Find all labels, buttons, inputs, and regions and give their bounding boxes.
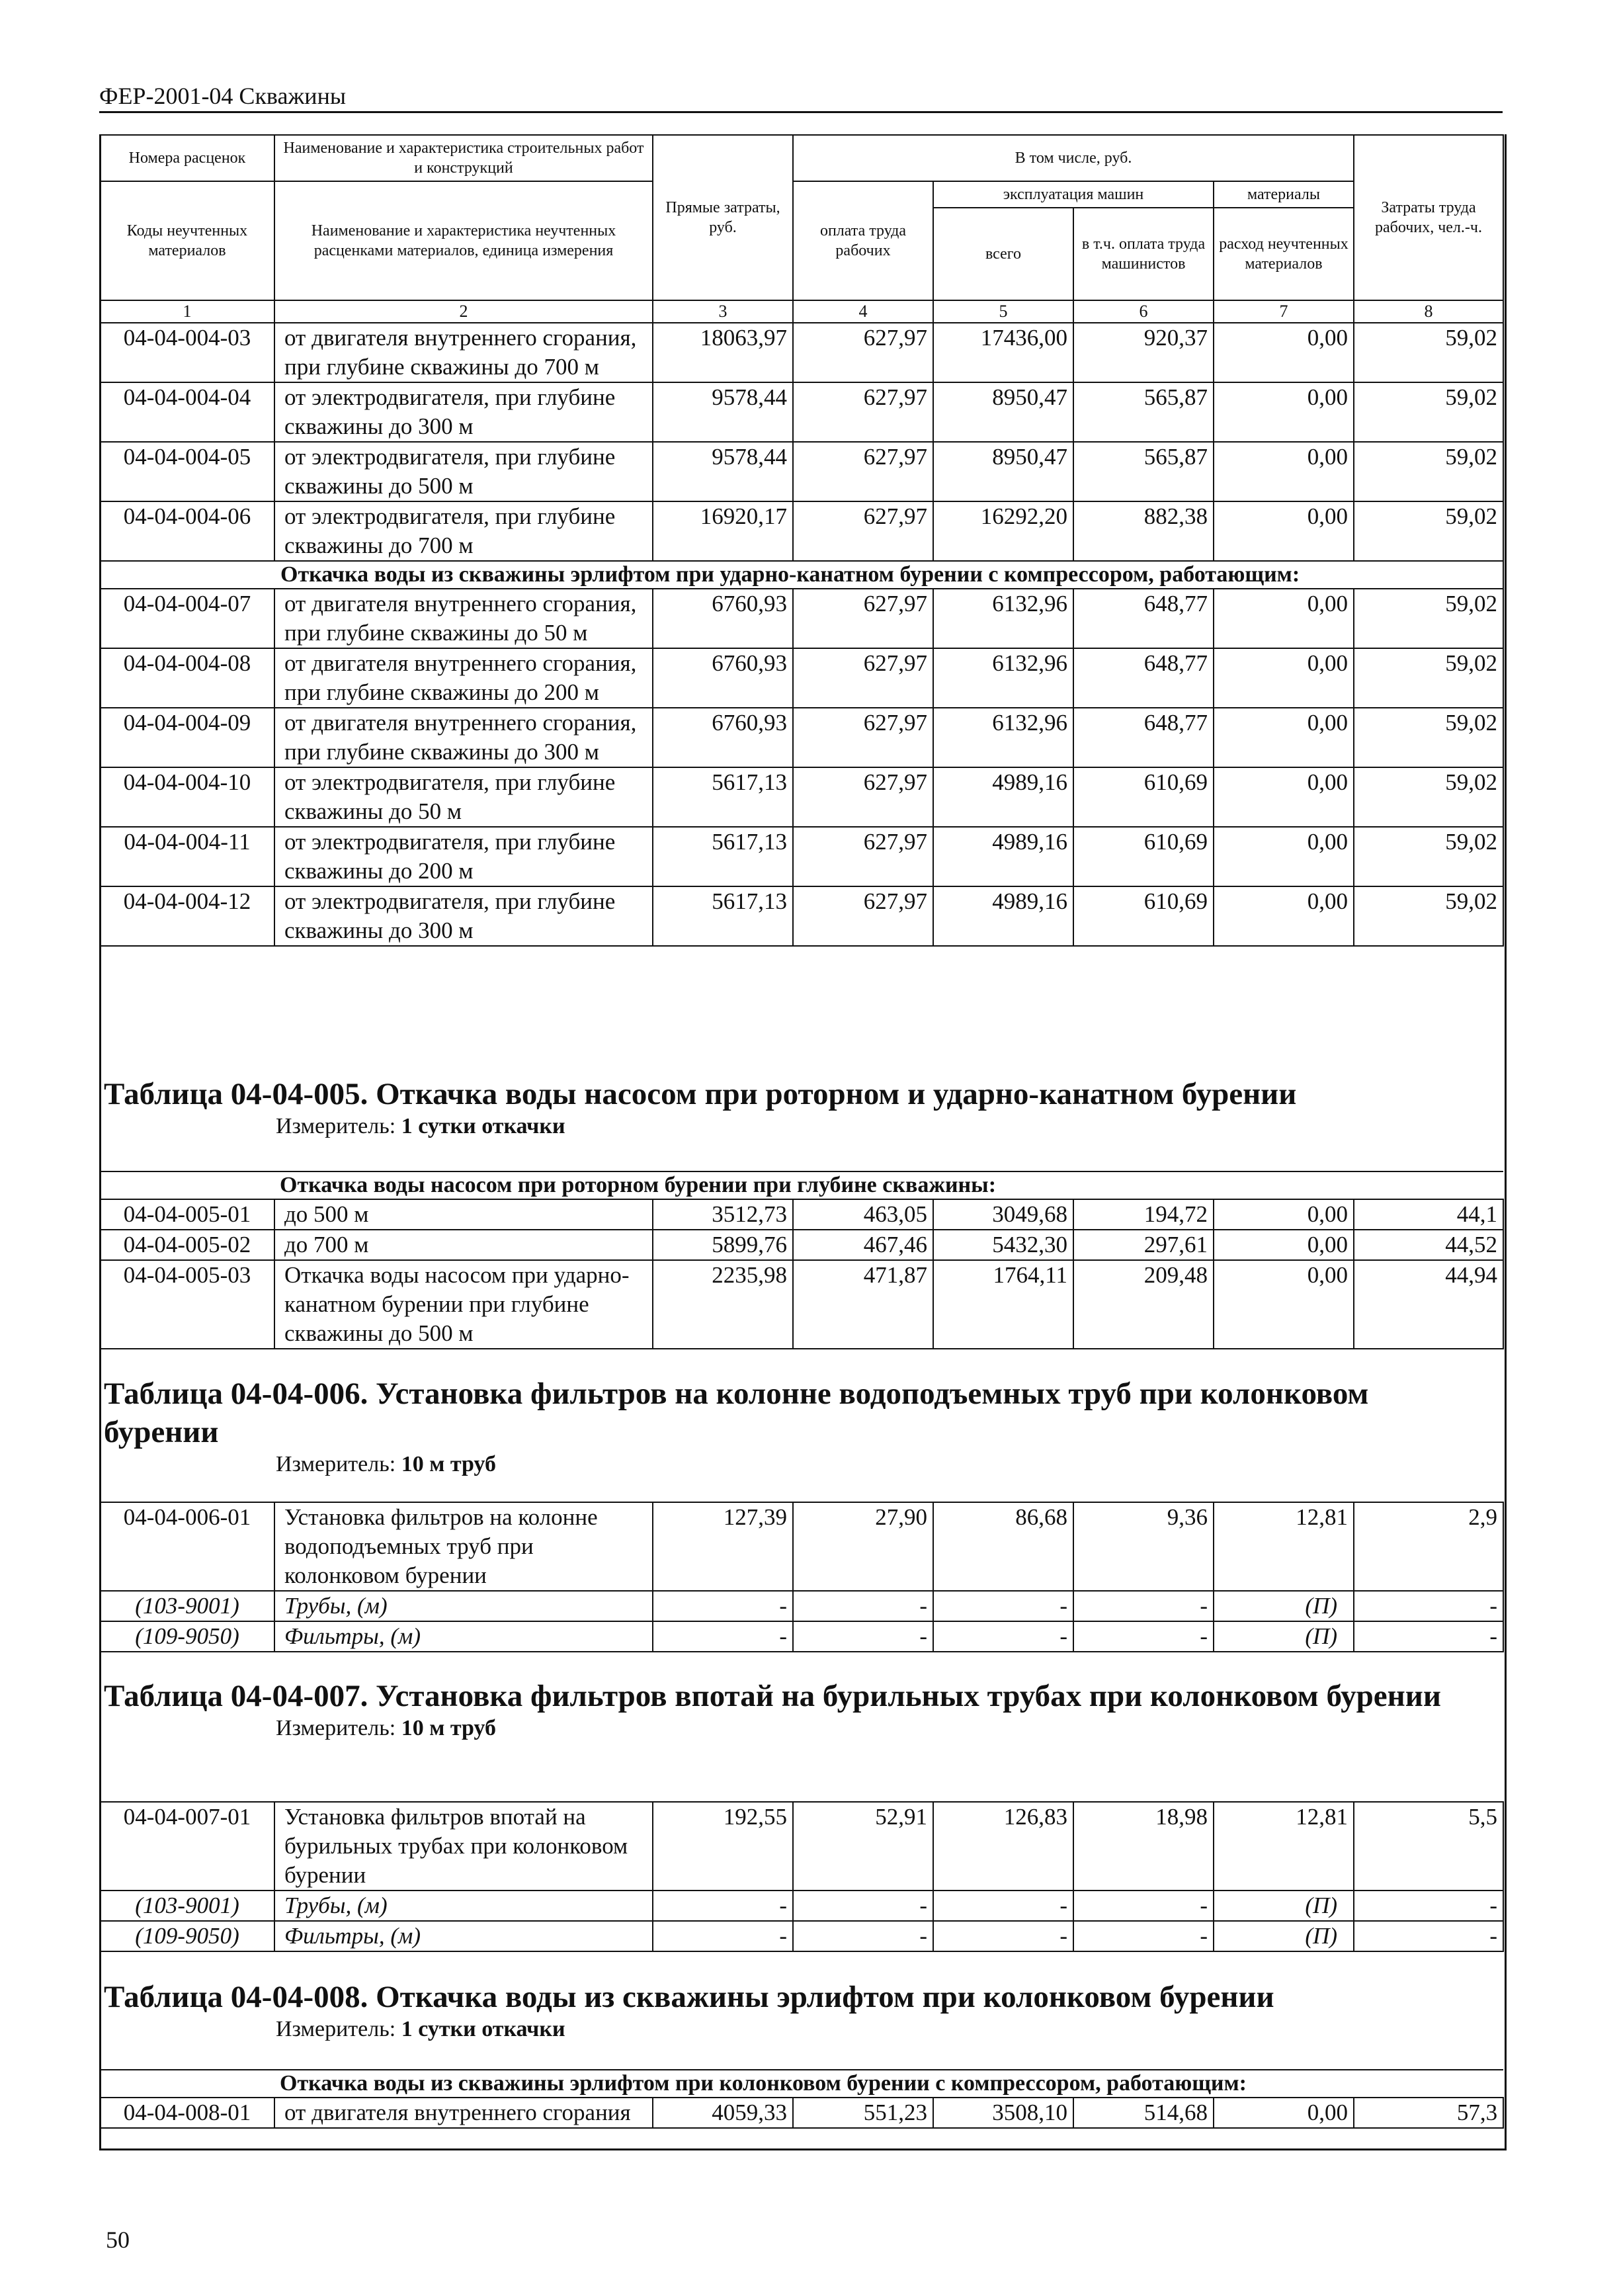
rate-code: 04-04-004-03 <box>100 323 274 382</box>
rate-value: 514,68 <box>1073 2098 1214 2128</box>
rate-value: 0,00 <box>1214 1199 1354 1230</box>
rate-row <box>100 382 1503 442</box>
rate-value: 3049,68 <box>933 1199 1073 1230</box>
rate-row <box>100 1921 1503 1951</box>
rate-row <box>100 1230 1503 1260</box>
rate-value: 0,00 <box>1214 767 1354 827</box>
rate-value: 882,38 <box>1073 501 1214 561</box>
rate-code: 04-04-008-01 <box>100 2098 274 2128</box>
rate-value: 17436,00 <box>933 323 1073 382</box>
table-006 <box>99 1502 1504 1652</box>
rate-code: 04-04-005-03 <box>100 1260 274 1349</box>
rate-value: - <box>793 1921 933 1951</box>
rate-description: Трубы, (м) <box>274 1591 653 1621</box>
rate-description: от электродвигателя, при глубине скважины до 500 м <box>274 442 653 501</box>
rate-code: 04-04-006-01 <box>100 1502 274 1591</box>
table-008 <box>99 2069 1504 2129</box>
rate-description: от двигателя внутреннего сгорания, при глубине скважины до 200 м <box>274 648 653 708</box>
rate-code: 04-04-004-11 <box>100 827 274 886</box>
rate-row <box>100 323 1503 382</box>
rate-value: 0,00 <box>1214 827 1354 886</box>
rate-value: 0,00 <box>1214 2098 1354 2128</box>
rate-value: 4989,16 <box>933 886 1073 946</box>
rate-value: 59,02 <box>1354 708 1503 767</box>
rate-value: 6132,96 <box>933 708 1073 767</box>
rate-value: 3508,10 <box>933 2098 1073 2128</box>
rate-value: 610,69 <box>1073 827 1214 886</box>
rate-value: 209,48 <box>1073 1260 1214 1349</box>
meter-value: 1 сутки откачки <box>401 1114 565 1138</box>
rate-value: 0,00 <box>1214 323 1354 382</box>
rate-value: 8950,47 <box>933 442 1073 501</box>
rate-value: 5617,13 <box>653 827 793 886</box>
meter-value: 10 м труб <box>401 1452 496 1476</box>
table-008-title: Таблица 04-04-008. Откачка воды из скважины эрлифтом при колонковом бурении <box>104 1980 1274 2014</box>
rate-value: - <box>1073 1621 1214 1652</box>
rate-code: 04-04-005-01 <box>100 1199 274 1230</box>
rate-value: 59,02 <box>1354 442 1503 501</box>
rate-value: 648,77 <box>1073 589 1214 648</box>
rate-description: Трубы, (м) <box>274 1891 653 1921</box>
table-005-heading <box>101 1075 1501 1140</box>
rate-row <box>100 1502 1503 1591</box>
rate-value: 610,69 <box>1073 767 1214 827</box>
section-pump-rotary: Откачка воды насосом при роторном бурении при глубине скважины: <box>100 1171 1503 1199</box>
rate-value: 6760,93 <box>653 648 793 708</box>
rate-code: 04-04-004-09 <box>100 708 274 767</box>
section-airlift-core: Откачка воды из скважины эрлифтом при колонковом бурении с компрессором, работающим: <box>100 2070 1503 2098</box>
rate-value: - <box>1354 1891 1503 1921</box>
col-number: 8 <box>1354 300 1503 323</box>
rate-description: от двигателя внутреннего сгорания, при глубине скважины до 700 м <box>274 323 653 382</box>
head-work-name: Наименование и характеристика строительных работ и конструкций <box>274 135 653 181</box>
col-number: 4 <box>793 300 933 323</box>
rate-code: 04-04-004-12 <box>100 886 274 946</box>
rate-value: 5,5 <box>1354 1802 1503 1891</box>
head-labor-cost: Затраты труда рабочих, чел.-ч. <box>1354 135 1503 300</box>
rate-value: - <box>1073 1891 1214 1921</box>
rate-value: - <box>653 1591 793 1621</box>
head-including: В том числе, руб. <box>793 135 1354 181</box>
rate-description: от двигателя внутреннего сгорания <box>274 2098 653 2128</box>
rate-description: Установка фильтров на колонне водоподъемных труб при колонковом бурении <box>274 1502 653 1591</box>
col-number: 6 <box>1073 300 1214 323</box>
table-007-meter <box>276 1715 1501 1742</box>
rate-row <box>100 1591 1503 1621</box>
rate-description: от электродвигателя, при глубине скважины до 700 м <box>274 501 653 561</box>
table-007-heading <box>101 1677 1501 1742</box>
rate-value: 627,97 <box>793 382 933 442</box>
rate-value: 627,97 <box>793 827 933 886</box>
table-006-title: Таблица 04-04-006. Установка фильтров на колонне водоподъемных труб при колонковом бурении <box>104 1377 1369 1449</box>
rate-value: 9,36 <box>1073 1502 1214 1591</box>
rate-row <box>100 648 1503 708</box>
rate-code: 04-04-004-06 <box>100 501 274 561</box>
table-005 <box>99 1171 1504 1349</box>
rate-value: 5617,13 <box>653 886 793 946</box>
rate-value: 627,97 <box>793 501 933 561</box>
rate-row <box>100 708 1503 767</box>
meter-label: Измеритель: <box>276 2017 396 2041</box>
table-007 <box>99 1801 1504 1952</box>
rate-row <box>100 1802 1503 1891</box>
rate-description: до 500 м <box>274 1199 653 1230</box>
rate-value: 4989,16 <box>933 827 1073 886</box>
rate-value: (П) <box>1214 1921 1354 1951</box>
rate-value: 18,98 <box>1073 1802 1214 1891</box>
rate-value: 4059,33 <box>653 2098 793 2128</box>
rate-value: 1764,11 <box>933 1260 1073 1349</box>
rate-code: (109-9050) <box>100 1921 274 1951</box>
rate-value: 463,05 <box>793 1199 933 1230</box>
rate-code: 04-04-007-01 <box>100 1802 274 1891</box>
meter-label: Измеритель: <box>276 1114 396 1138</box>
rate-value: - <box>1354 1921 1503 1951</box>
rate-value: 920,37 <box>1073 323 1214 382</box>
rate-row <box>100 827 1503 886</box>
rate-code: 04-04-004-04 <box>100 382 274 442</box>
rate-value: 565,87 <box>1073 382 1214 442</box>
table-005-meter <box>276 1113 1501 1140</box>
rate-code: 04-04-005-02 <box>100 1230 274 1260</box>
rate-value: (П) <box>1214 1591 1354 1621</box>
rate-value: 57,3 <box>1354 2098 1503 2128</box>
running-header: ФЕР-2001-04 Скважины <box>99 82 1503 113</box>
rate-value: 648,77 <box>1073 648 1214 708</box>
rate-value: 0,00 <box>1214 648 1354 708</box>
rate-value: 627,97 <box>793 442 933 501</box>
page-number: 50 <box>106 2227 130 2253</box>
rate-row <box>100 1260 1503 1349</box>
rate-code: 04-04-004-07 <box>100 589 274 648</box>
rate-value: 16292,20 <box>933 501 1073 561</box>
rate-description: от двигателя внутреннего сгорания, при глубине скважины до 50 м <box>274 589 653 648</box>
rate-value: - <box>933 1591 1073 1621</box>
rate-value: - <box>1354 1591 1503 1621</box>
head-labor-pay: оплата труда рабочих <box>793 181 933 300</box>
rate-value: - <box>933 1891 1073 1921</box>
rate-value: - <box>793 1891 933 1921</box>
rate-value: 0,00 <box>1214 708 1354 767</box>
rate-value: 27,90 <box>793 1502 933 1591</box>
rate-code: (103-9001) <box>100 1591 274 1621</box>
col-number: 3 <box>653 300 793 323</box>
meter-label: Измеритель: <box>276 1716 396 1740</box>
head-rate-numbers: Номера расценок <box>100 135 274 181</box>
rate-value: 59,02 <box>1354 589 1503 648</box>
rate-value: 6132,96 <box>933 589 1073 648</box>
table-006-heading <box>101 1375 1501 1478</box>
rate-value: 467,46 <box>793 1230 933 1260</box>
rate-description: до 700 м <box>274 1230 653 1260</box>
rate-value: 44,1 <box>1354 1199 1503 1230</box>
rate-value: 0,00 <box>1214 886 1354 946</box>
rate-row <box>100 1199 1503 1230</box>
rate-value: 565,87 <box>1073 442 1214 501</box>
rate-value: 3512,73 <box>653 1199 793 1230</box>
rate-value: 59,02 <box>1354 648 1503 708</box>
rate-value: 52,91 <box>793 1802 933 1891</box>
rate-value: 86,68 <box>933 1502 1073 1591</box>
rate-value: 9578,44 <box>653 382 793 442</box>
rate-value: - <box>793 1621 933 1652</box>
rate-value: - <box>793 1591 933 1621</box>
rate-value: 4989,16 <box>933 767 1073 827</box>
rate-value: 0,00 <box>1214 1230 1354 1260</box>
rate-value: 8950,47 <box>933 382 1073 442</box>
rate-value: 44,52 <box>1354 1230 1503 1260</box>
rate-value: 627,97 <box>793 886 933 946</box>
rate-row <box>100 767 1503 827</box>
rate-code: 04-04-004-05 <box>100 442 274 501</box>
rate-value: (П) <box>1214 1891 1354 1921</box>
rate-value: 2,9 <box>1354 1502 1503 1591</box>
col-number: 1 <box>100 300 274 323</box>
head-materials-sub: расход неучтенных материалов <box>1214 208 1354 300</box>
rate-value: 194,72 <box>1073 1199 1214 1230</box>
head-machines: эксплуатация машин <box>933 181 1214 208</box>
rate-description: Установка фильтров впотай на бурильных трубах при колонковом бурении <box>274 1802 653 1891</box>
rate-value: 471,87 <box>793 1260 933 1349</box>
rate-row <box>100 442 1503 501</box>
rate-value: - <box>653 1891 793 1921</box>
meter-value: 1 сутки откачки <box>401 2017 565 2041</box>
rate-value: 59,02 <box>1354 827 1503 886</box>
rate-value: 627,97 <box>793 323 933 382</box>
rate-value: - <box>933 1921 1073 1951</box>
rate-value: 0,00 <box>1214 589 1354 648</box>
rate-value: 627,97 <box>793 589 933 648</box>
rate-value: 6760,93 <box>653 589 793 648</box>
rate-value: 0,00 <box>1214 501 1354 561</box>
table-008-meter <box>276 2016 1501 2043</box>
table-008-heading <box>101 1978 1501 2043</box>
rate-value: - <box>933 1621 1073 1652</box>
head-direct-costs: Прямые затраты, руб. <box>653 135 793 300</box>
rate-row <box>100 886 1503 946</box>
rate-code: 04-04-004-08 <box>100 648 274 708</box>
rate-value: 648,77 <box>1073 708 1214 767</box>
rate-row <box>100 501 1503 561</box>
rate-value: - <box>653 1621 793 1652</box>
rate-value: 126,83 <box>933 1802 1073 1891</box>
rate-value: 44,94 <box>1354 1260 1503 1349</box>
rate-value: 2235,98 <box>653 1260 793 1349</box>
rate-value: 12,81 <box>1214 1802 1354 1891</box>
rate-value: 59,02 <box>1354 323 1503 382</box>
rate-description: Фильтры, (м) <box>274 1621 653 1652</box>
rate-description: Откачка воды насосом при ударно-канатном бурении при глубине скважины до 500 м <box>274 1260 653 1349</box>
rate-value: (П) <box>1214 1621 1354 1652</box>
column-numbers-row <box>100 300 1503 323</box>
table-007-title: Таблица 04-04-007. Установка фильтров впотай на бурильных трубах при колонковом бурении <box>104 1679 1441 1713</box>
rate-value: - <box>1354 1621 1503 1652</box>
rate-row <box>100 2098 1503 2128</box>
rate-value: 297,61 <box>1073 1230 1214 1260</box>
rate-value: 59,02 <box>1354 767 1503 827</box>
rate-description: от электродвигателя, при глубине скважины до 50 м <box>274 767 653 827</box>
head-material-names: Наименование и характеристика неучтенных расценками материалов, единица измерения <box>274 181 653 300</box>
rate-value: 18063,97 <box>653 323 793 382</box>
rate-description: от электродвигателя, при глубине скважины до 300 м <box>274 382 653 442</box>
rate-row <box>100 1621 1503 1652</box>
col-number: 2 <box>274 300 653 323</box>
rate-description: от электродвигателя, при глубине скважины до 300 м <box>274 886 653 946</box>
col-number: 7 <box>1214 300 1354 323</box>
rate-value: 12,81 <box>1214 1502 1354 1591</box>
rate-value: 610,69 <box>1073 886 1214 946</box>
rate-value: 0,00 <box>1214 442 1354 501</box>
rate-value: 5432,30 <box>933 1230 1073 1260</box>
meter-label: Измеритель: <box>276 1452 396 1476</box>
rate-code: (103-9001) <box>100 1891 274 1921</box>
section-airlift-percussion: Откачка воды из скважины эрлифтом при ударно-канатном бурении с компрессором, работающим: <box>100 561 1503 589</box>
rate-code: 04-04-004-10 <box>100 767 274 827</box>
rate-value: 627,97 <box>793 708 933 767</box>
rate-value: 0,00 <box>1214 1260 1354 1349</box>
rate-row <box>100 589 1503 648</box>
rate-value: 6760,93 <box>653 708 793 767</box>
rate-value: 627,97 <box>793 648 933 708</box>
rate-value: 5899,76 <box>653 1230 793 1260</box>
head-machines-all: всего <box>933 208 1073 300</box>
head-machines-drivers: в т.ч. оплата труда машинистов <box>1073 208 1214 300</box>
rate-value: 0,00 <box>1214 382 1354 442</box>
meter-value: 10 м труб <box>401 1716 496 1740</box>
rate-value: - <box>653 1921 793 1951</box>
head-material-codes: Коды неучтенных материалов <box>100 181 274 300</box>
rate-code: (109-9050) <box>100 1621 274 1652</box>
rate-value: 59,02 <box>1354 501 1503 561</box>
rate-value: 59,02 <box>1354 886 1503 946</box>
rate-value: 5617,13 <box>653 767 793 827</box>
rate-value: 6132,96 <box>933 648 1073 708</box>
rate-description: от двигателя внутреннего сгорания, при глубине скважины до 300 м <box>274 708 653 767</box>
rate-description: Фильтры, (м) <box>274 1921 653 1951</box>
rate-value: 192,55 <box>653 1802 793 1891</box>
rate-value: 127,39 <box>653 1502 793 1591</box>
rate-value: 9578,44 <box>653 442 793 501</box>
rate-description: от электродвигателя, при глубине скважины до 200 м <box>274 827 653 886</box>
rate-value: - <box>1073 1921 1214 1951</box>
rate-value: 16920,17 <box>653 501 793 561</box>
head-materials: материалы <box>1214 181 1354 208</box>
rate-row <box>100 1891 1503 1921</box>
table-006-meter <box>276 1451 1501 1478</box>
rate-value: 627,97 <box>793 767 933 827</box>
rate-value: 551,23 <box>793 2098 933 2128</box>
rate-value: - <box>1073 1591 1214 1621</box>
table-005-title: Таблица 04-04-005. Откачка воды насосом при роторном и ударно-канатном бурении <box>104 1077 1297 1111</box>
col-number: 5 <box>933 300 1073 323</box>
rate-value: 59,02 <box>1354 382 1503 442</box>
rates-table <box>99 134 1504 947</box>
